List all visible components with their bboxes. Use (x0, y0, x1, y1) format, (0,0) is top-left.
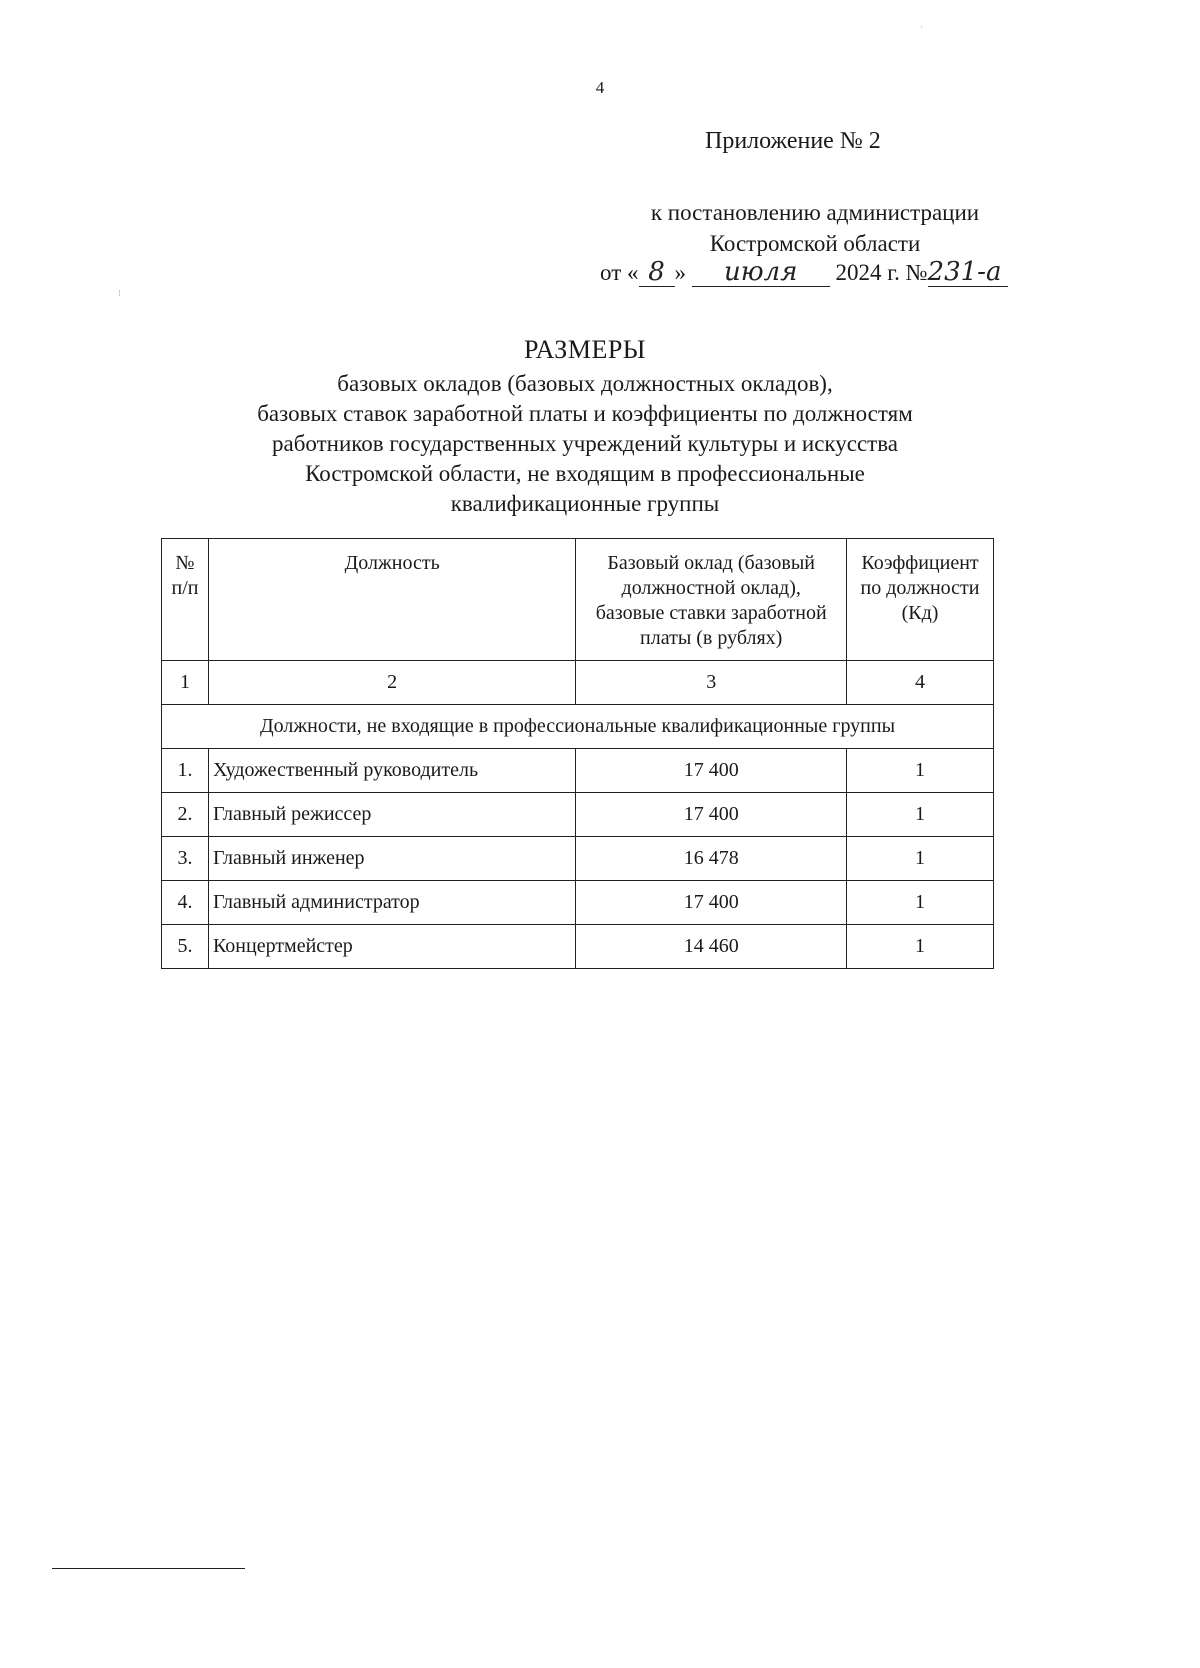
decree-line-1: к постановлению администрации (650, 200, 980, 225)
decree-date-line (600, 258, 1008, 287)
subtitle-line-2: базовых ставок заработной платы и коэффициенты по должностям (257, 401, 913, 426)
row-salary: 17 400 (576, 793, 847, 837)
date-mid: » (674, 260, 686, 285)
decree-reference (600, 197, 1030, 259)
handwritten-month: июля (692, 258, 830, 287)
table-row (162, 881, 994, 925)
row-position: Главный администратор (208, 881, 575, 925)
row-number: 5. (162, 925, 209, 969)
subtitle-line-1: базовых окладов (базовых должностных окладов), (337, 371, 833, 396)
row-number: 2. (162, 793, 209, 837)
table-header-row (162, 539, 994, 661)
row-salary: 17 400 (576, 881, 847, 925)
document-heading (150, 335, 1020, 519)
row-number: 1. (162, 749, 209, 793)
footnote-rule (52, 1568, 245, 1569)
scan-speck: ⁝ (118, 288, 121, 298)
column-number: 3 (576, 661, 847, 705)
document-title: РАЗМЕРЫ (524, 335, 646, 364)
column-number: 4 (847, 661, 994, 705)
subtitle-line-3: работников государственных учреждений культуры и искусства (272, 431, 898, 456)
subtitle-line-5: квалификационные группы (450, 491, 720, 516)
row-salary: 17 400 (576, 749, 847, 793)
page-number: 4 (595, 78, 605, 97)
header-coefficient: Коэффициент по должности (Кд) (847, 539, 994, 661)
row-position: Главный режиссер (208, 793, 575, 837)
table-row (162, 749, 994, 793)
table-row (162, 793, 994, 837)
table-row (162, 837, 994, 881)
row-coefficient: 1 (847, 749, 994, 793)
row-coefficient: 1 (847, 793, 994, 837)
row-coefficient: 1 (847, 837, 994, 881)
salary-table (161, 538, 994, 969)
date-year: 2024 г. № (835, 260, 928, 285)
row-number: 3. (162, 837, 209, 881)
row-position: Главный инженер (208, 837, 575, 881)
column-number: 1 (162, 661, 209, 705)
header-number: № п/п (162, 539, 209, 661)
decree-line-2: Костромской области (709, 231, 921, 256)
row-position: Концертмейстер (208, 925, 575, 969)
row-salary: 14 460 (576, 925, 847, 969)
row-position: Художественный руководитель (208, 749, 575, 793)
column-number-row (162, 661, 994, 705)
section-title: Должности, не входящие в профессиональные квалификационные группы (162, 705, 994, 749)
date-prefix: от « (600, 260, 639, 285)
row-coefficient: 1 (847, 925, 994, 969)
handwritten-decree-number: 231-а (928, 258, 1008, 287)
column-number: 2 (208, 661, 575, 705)
appendix-title: Приложение № 2 (705, 128, 881, 154)
scan-speck: · (920, 22, 923, 32)
row-salary: 16 478 (576, 837, 847, 881)
section-row (162, 705, 994, 749)
header-salary: Базовый оклад (базовый должностной оклад), базовые ставки заработной платы (в рублях) (576, 539, 847, 661)
subtitle-line-4: Костромской области, не входящим в профессиональные (305, 461, 865, 486)
row-number: 4. (162, 881, 209, 925)
row-coefficient: 1 (847, 881, 994, 925)
header-position: Должность (208, 539, 575, 661)
table-row (162, 925, 994, 969)
handwritten-day: 8 (639, 258, 675, 287)
